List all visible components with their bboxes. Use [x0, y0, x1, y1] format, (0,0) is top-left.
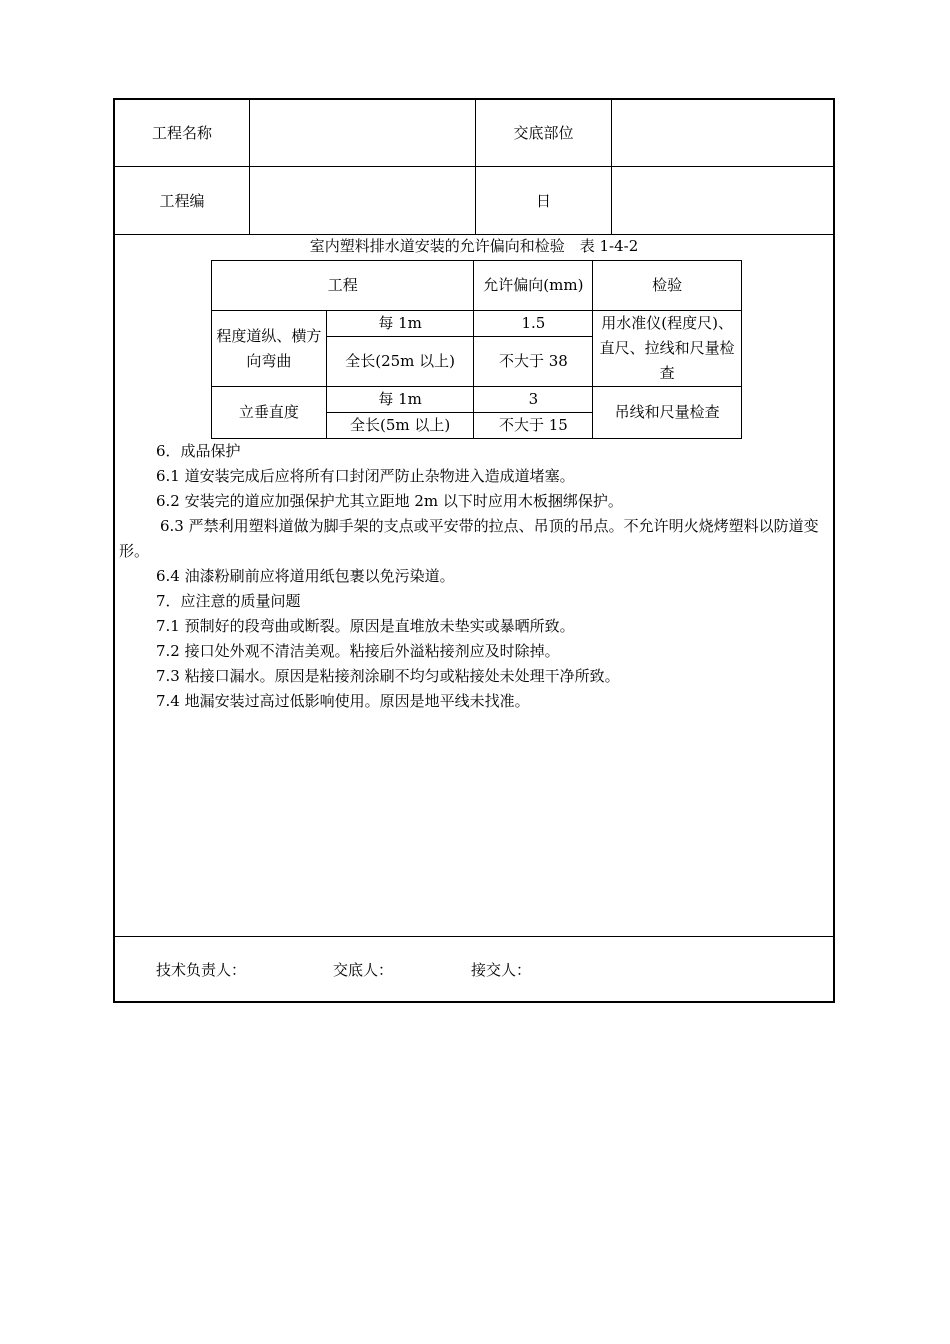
paragraph: 6.1 道安装完成后应将所有口封闭严防止杂物进入造成道堵塞。 — [156, 467, 575, 485]
section-heading: 7．应注意的质量问题 — [156, 592, 301, 610]
table-caption: 室内塑料排水道安装的允许偏向和检验 表 1-4-2 — [309, 237, 639, 255]
tech-lead-signature-label: 技术负责人： — [156, 961, 247, 979]
section-heading: 6．成品保护 — [156, 442, 241, 460]
paragraph: 6.4 油漆粉刷前应将道用纸包裹以免污染道。 — [156, 567, 455, 585]
paragraph: 7.1 预制好的段弯曲或断裂。原因是直堆放未垫实或暴晒所致。 — [156, 617, 575, 635]
table-cell-method: 吊线和尺量检查 — [593, 387, 742, 439]
table-cell-item: 每 1m — [326, 387, 474, 413]
handover-part-label: 交底部位 — [513, 124, 574, 142]
header-bottom-border — [115, 234, 833, 235]
table-header-item: 工程 — [212, 261, 474, 311]
project-name-label: 工程名称 — [151, 124, 212, 142]
project-number-field[interactable] — [250, 167, 475, 234]
paragraph: 6.3 严禁利用塑料道做为脚手架的支点或平安带的拉点、吊顶的吊点。不允许明火烧烤塑料以防道变形。 — [119, 517, 819, 560]
table-cell-item: 全长(25m 以上) — [326, 337, 474, 387]
table-cell-method: 用水准仪(程度尺)、直尺、拉线和尺量检查 — [593, 311, 742, 387]
date-field[interactable] — [612, 167, 835, 234]
table-cell-item: 每 1m — [326, 311, 474, 337]
table-cell-item: 全长(5m 以上) — [326, 413, 474, 439]
table-header-deviation: 允许偏向(mm) — [474, 261, 593, 311]
table-cell-value: 1.5 — [474, 311, 593, 337]
table-cell-value: 3 — [474, 387, 593, 413]
deviation-table — [211, 260, 742, 439]
project-number-label: 工程编 — [159, 191, 205, 210]
paragraph: 6.2 安装完的道应加强保护尤其立距地 2m 以下时应用木板捆绑保护。 — [156, 492, 623, 510]
table-cell-value: 不大于 38 — [474, 337, 593, 387]
handover-part-field[interactable] — [612, 100, 835, 166]
row-group-label: 程度道纵、横方向弯曲 — [212, 311, 327, 387]
table-cell-value: 不大于 15 — [474, 413, 593, 439]
footer-divider — [115, 936, 833, 937]
paragraph: 7.4 地漏安装过高过低影响使用。原因是地平线未找准。 — [156, 692, 530, 710]
date-label: 日 — [535, 191, 551, 210]
table-header-inspection: 检验 — [593, 261, 742, 311]
paragraph: 7.3 粘接口漏水。原因是粘接剂涂刷不均匀或粘接处未处理干净所致。 — [156, 667, 620, 685]
project-name-field[interactable] — [250, 100, 475, 166]
row-group-label: 立垂直度 — [212, 387, 327, 439]
handover-form — [113, 98, 835, 1003]
handover-by-signature-label: 交底人： — [333, 961, 394, 979]
paragraph: 7.2 接口处外观不清洁美观。粘接后外溢粘接剂应及时除掉。 — [156, 642, 560, 660]
receiver-signature-label: 接交人： — [471, 961, 532, 979]
